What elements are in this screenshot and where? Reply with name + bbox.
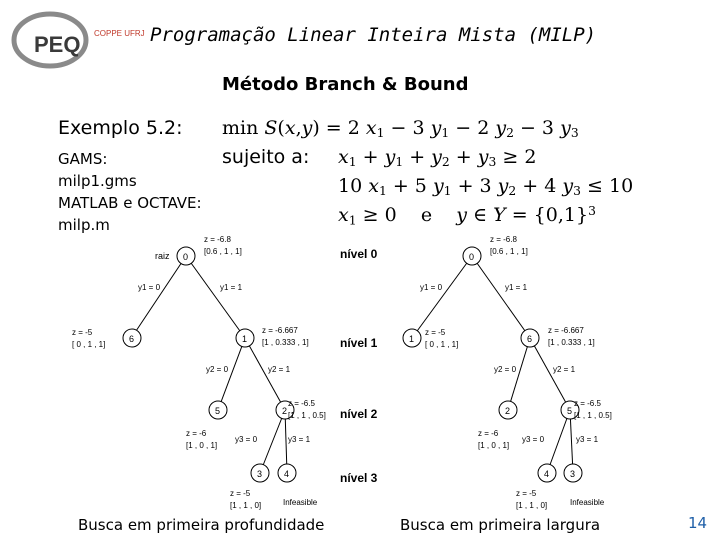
root-label: raiz	[155, 251, 170, 261]
node-z: z = -6.5	[288, 399, 315, 408]
node-vector: [1 , 1 , 0.5]	[574, 411, 612, 420]
node-id: 4	[544, 469, 550, 479]
edge	[245, 338, 285, 410]
edge-label: y2 = 1	[268, 365, 291, 374]
node-vector: [1 , 1 , 0.5]	[288, 411, 326, 420]
logo-small-text: COPPE UFRJ	[94, 29, 145, 38]
edge-label: y3 = 0	[522, 435, 545, 444]
node-vector: [1 , 0.333 , 1]	[262, 338, 309, 347]
node-z: z = -6.667	[262, 326, 298, 335]
node-z: z = -6.8	[204, 235, 231, 244]
constraint-2: 10 $x_1 + 5$ $y_1 + 3$ $y_2 + 4$ $y_3 \le 10$	[338, 175, 634, 199]
edge	[260, 410, 285, 473]
node-id: 2	[282, 406, 288, 416]
node-id: 6	[527, 334, 533, 344]
level-label: nível 2	[340, 407, 378, 421]
level-labels	[340, 247, 378, 485]
edge-label: y2 = 0	[494, 365, 517, 374]
node-id: 5	[215, 406, 221, 416]
node-z: z = -5	[72, 328, 93, 337]
node-note: Infeasible	[570, 498, 605, 507]
edge-label: y3 = 1	[576, 435, 599, 444]
gams-file: milp1.gms	[58, 172, 137, 190]
slide-subtitle: Método Branch & Bound	[222, 74, 469, 95]
node-id: 5	[567, 406, 573, 416]
edge	[472, 256, 530, 338]
edge	[508, 338, 530, 410]
node-id: 1	[242, 334, 248, 344]
edge	[530, 338, 570, 410]
constraint-3: $x_1 \ge 0$ e y ∈ $Y = \{0,1\}^3$	[338, 204, 596, 228]
edge-label: y3 = 0	[235, 435, 258, 444]
constraint-label: sujeito a:	[222, 146, 310, 168]
node-id: 3	[570, 469, 576, 479]
node-z: z = -6	[478, 429, 499, 438]
left-caption: Busca em primeira profundidade	[78, 516, 325, 534]
node-z: z = -6.5	[574, 399, 601, 408]
node-z: z = -6.8	[490, 235, 517, 244]
edge	[132, 256, 186, 337]
node-z: z = -5	[230, 489, 251, 498]
objective-prefix: min	[222, 117, 259, 139]
node-vector: [0.6 , 1 , 1]	[204, 247, 242, 256]
edge-label: y2 = 1	[553, 365, 576, 374]
edge	[412, 256, 472, 338]
node-id: 0	[469, 252, 475, 262]
page-number: 14	[688, 514, 708, 532]
edge	[186, 256, 245, 338]
node-vector: [0.6 , 1 , 1]	[490, 247, 528, 256]
edge-label: y1 = 0	[420, 283, 443, 292]
node-vector: [ 0 , 1 , 1]	[72, 340, 106, 349]
node-vector: [1 , 1 , 0]	[516, 501, 548, 510]
edge-label: y1 = 1	[220, 283, 243, 292]
node-note: Infeasible	[283, 498, 318, 507]
breadth-first-tree	[403, 235, 612, 510]
node-vector: [ 0 , 1 , 1]	[425, 340, 459, 349]
depth-first-tree	[72, 235, 326, 510]
constraint-1: $x_1 + y_1 + y_2 + y_3 \ge 2$	[338, 146, 537, 170]
level-label: nível 1	[340, 336, 378, 350]
node-vector: [1 , 1 , 0]	[230, 501, 262, 510]
node-vector: [1 , 0.333 , 1]	[548, 338, 595, 347]
edge	[218, 338, 245, 410]
node-vector: [1 , 0 , 1]	[478, 441, 510, 450]
edge	[547, 410, 570, 473]
gams-label: GAMS:	[58, 150, 108, 168]
node-id: 2	[505, 406, 511, 416]
node-z: z = -5	[516, 489, 537, 498]
objective-function: min S(x,y) = 2 $x_1 - 3$ $y_1 - 2$ $y_2 - 3$ $y_3$	[222, 117, 579, 141]
level-label: nível 0	[340, 247, 378, 261]
node-id: 6	[129, 334, 135, 344]
edge-label: y3 = 1	[288, 435, 311, 444]
node-id: 0	[183, 252, 189, 262]
logo-text: PEQ	[34, 32, 81, 57]
node-id: 1	[409, 334, 415, 344]
slide-title: Programação Linear Inteira Mista (MILP)	[150, 24, 597, 46]
node-id: 3	[257, 469, 263, 479]
example-label: Exemplo 5.2:	[58, 117, 183, 139]
edge-label: y1 = 0	[138, 283, 161, 292]
edge-label: y2 = 0	[206, 365, 229, 374]
node-z: z = -6	[186, 429, 207, 438]
edge-label: y1 = 1	[505, 283, 528, 292]
matlab-label: MATLAB e OCTAVE:	[58, 194, 202, 212]
node-id: 4	[284, 469, 290, 479]
node-vector: [1 , 0 , 1]	[186, 441, 218, 450]
matlab-file: milp.m	[58, 216, 110, 234]
right-caption: Busca em primeira largura	[400, 516, 601, 534]
node-z: z = -5	[425, 328, 446, 337]
level-label: nível 3	[340, 471, 378, 485]
node-z: z = -6.667	[548, 326, 584, 335]
